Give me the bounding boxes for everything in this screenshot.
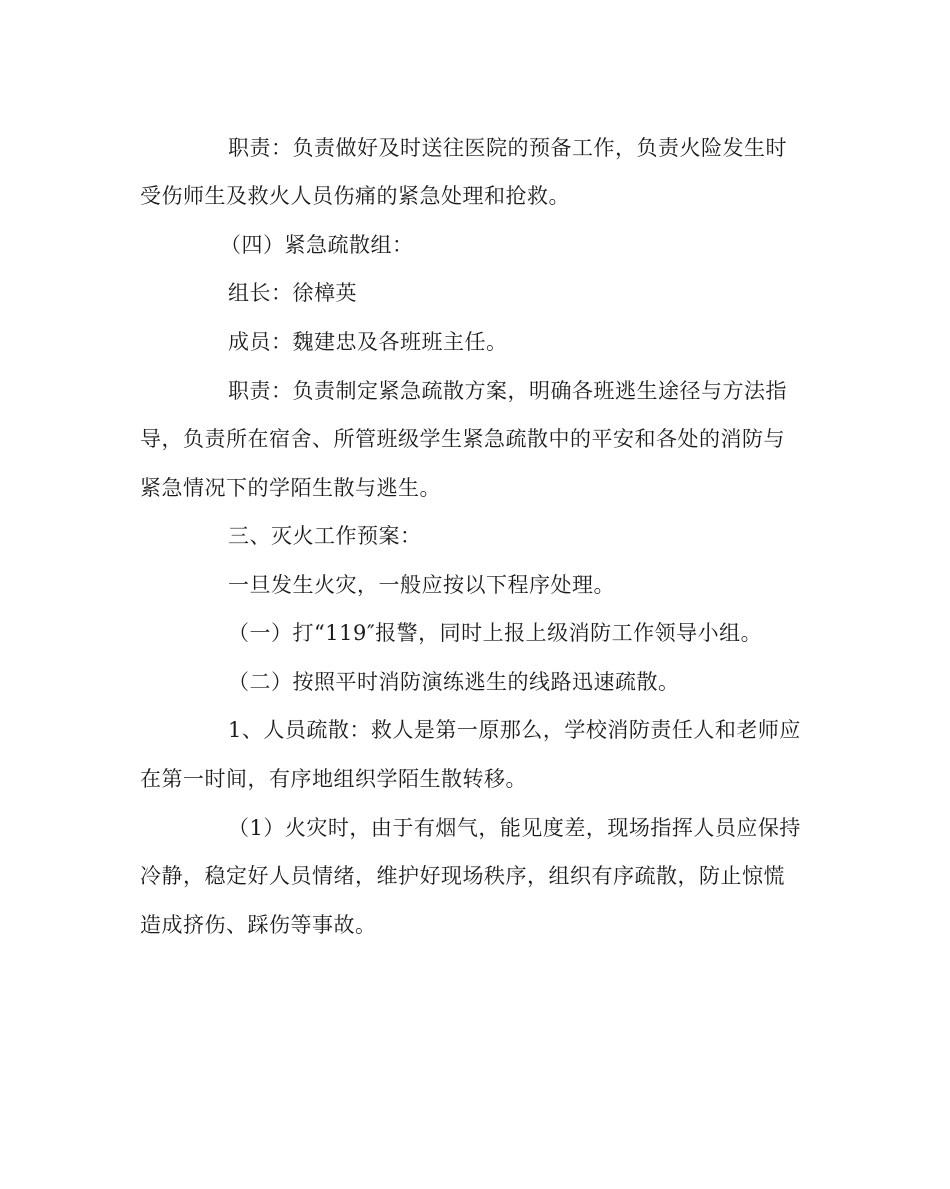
paragraph-line: 冷静，稳定好人员情绪，维护好现场秩序，组织有序疏散，防止惊慌 — [140, 864, 785, 888]
section-heading: （四）紧急疏散组： — [220, 233, 414, 257]
paragraph-line: 组长：徐樟英 — [228, 281, 357, 305]
paragraph-line: 紧急情况下的学陌生散与逃生。 — [140, 476, 441, 500]
paragraph-line: （1）火灾时，由于有烟气，能见度差，现场指挥人员应保持 — [228, 816, 801, 840]
paragraph-line: （二）按照平时消防演练逃生的线路迅速疏散。 — [228, 670, 680, 694]
paragraph-line: 在第一时间，有序地组织学陌生散转移。 — [140, 767, 527, 791]
paragraph-line: 导，负责所在宿舍、所管班级学生紧急疏散中的平安和各处的消防与 — [140, 427, 785, 451]
paragraph-line: 职责：负责做好及时送往医院的预备工作，负责火险发生时 — [228, 136, 787, 160]
paragraph-line: 成员：魏建忠及各班班主任。 — [228, 330, 508, 354]
paragraph-line: 一旦发生火灾，一般应按以下程序处理。 — [228, 573, 615, 597]
paragraph-line: 造成挤伤、踩伤等事故。 — [140, 913, 377, 937]
paragraph-line: 1、人员疏散：救人是第一原那么，学校消防责任人和老师应 — [228, 718, 801, 742]
section-heading: 三、灭火工作预案： — [228, 524, 422, 548]
paragraph-line: 受伤师生及救火人员伤痛的紧急处理和抢救。 — [140, 184, 570, 208]
paragraph-line: 职责：负责制定紧急疏散方案，明确各班逃生途径与方法指 — [228, 379, 787, 403]
paragraph-line: （一）打“119″报警，同时上报上级消防工作领导小组。 — [228, 621, 763, 645]
